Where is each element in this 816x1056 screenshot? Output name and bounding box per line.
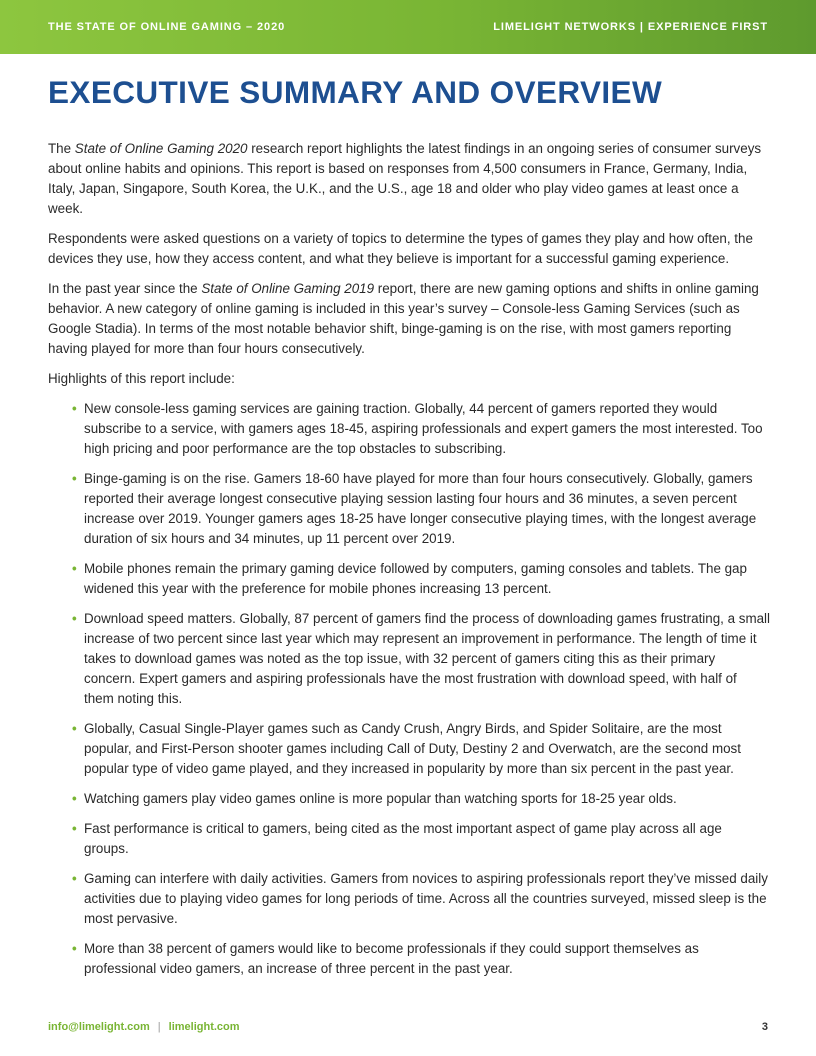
report-name-2019: State of Online Gaming 2019: [201, 281, 375, 296]
past-year-paragraph: In the past year since the State of Online Gaming 2019 report, there are new gaming options and shifts in online gaming behavior. A new category of online gaming is included in this year’s survey – Console-less Gaming Services (such as Google Stadia). In terms of the most notable behavior shift, binge-gaming is on the rise, with most gamers reporting having played for more than four hours consecutively.: [48, 281, 759, 356]
list-item: • Binge-gaming is on the rise. Gamers 18-60 have played for more than four hours consecutively. Globally, gamers reported their average longest consecutive playing session lasting four hours and 36 minutes, a seven percent increase over 2019. Younger gamers ages 18-25 have longer consecutive playing times, with the longest average duration of six hours and 34 minutes, up 11 percent over 2019.: [72, 471, 757, 546]
bullet-icon: •: [72, 471, 77, 486]
bullet-icon: •: [72, 561, 77, 576]
footer-separator: |: [157, 1021, 161, 1033]
respondents-paragraph: Respondents were asked questions on a variety of topics to determine the types of games they play and how often, the devices they use, how they access content, and what they believe is important for a successful gaming experience.: [48, 231, 753, 266]
bullet-icon: •: [72, 611, 77, 626]
page-title: EXECUTIVE SUMMARY AND OVERVIEW: [48, 74, 663, 110]
highlights-intro: Highlights of this report include:: [48, 371, 235, 386]
report-name-2020: State of Online Gaming 2020: [74, 141, 248, 156]
list-item: • Globally, Casual Single-Player games such as Candy Crush, Angry Birds, and Spider Solitaire, are the most popular, and First-Person shooter games including Call of Duty, Destiny 2 and Overwatch, are the second most popular type of video game played, and they increased in popularity by more than six percent in the past year.: [72, 721, 741, 776]
list-item: • Gaming can interfere with daily activities. Gamers from novices to aspiring professionals report they’ve missed daily activities due to playing video games for long periods of time. Across all the countries surveyed, missed sleep is the most pervasive.: [72, 871, 768, 926]
email-link[interactable]: info@limelight.com: [48, 1021, 150, 1033]
intro-paragraph: The State of Online Gaming 2020 research report highlights the latest findings in an ongoing series of consumer surveys about online habits and opinions. This report is based on responses from 4,500 consumers in France, Germany, India, Italy, Japan, Singapore, South Korea, the U.K., and the U.S., age 18 and older who play video games at least once a week.: [48, 141, 762, 216]
website-link[interactable]: limelight.com: [168, 1021, 240, 1033]
bullet-icon: •: [72, 821, 77, 836]
list-item: • Mobile phones remain the primary gaming device followed by computers, gaming consoles and tablets. The gap widened this year with the preference for mobile phones increasing 13 percent.: [72, 561, 747, 596]
company-tagline: LIMELIGHT NETWORKS | EXPERIENCE FIRST: [493, 21, 768, 33]
bullet-icon: •: [72, 721, 77, 736]
report-title-label: THE STATE OF ONLINE GAMING – 2020: [48, 21, 286, 33]
list-item: • New console-less gaming services are gaining traction. Globally, 44 percent of gamers reported they would subscribe to a service, with gamers ages 18-45, aspiring professionals and expert gamers the most interested. Too high pricing and poor performance are the top obstacles to subscribing.: [72, 401, 763, 456]
page-number: 3: [761, 1021, 768, 1033]
bullet-icon: •: [72, 791, 77, 806]
list-item: • Watching gamers play video games online is more popular than watching sports for 18-25 year olds.: [48, 789, 770, 809]
bullet-icon: •: [72, 871, 77, 886]
footer-contact: [48, 1021, 240, 1033]
bullet-icon: •: [72, 941, 77, 956]
header-bar: [0, 0, 816, 54]
list-item: • Download speed matters. Globally, 87 percent of gamers find the process of downloading games frustrating, a small increase of two percent since last year which may represent an improvement in performance. The length of time it takes to download games was noted as the top issue, with 32 percent of gamers citing this as their primary concern. Expert gamers and aspiring professionals have the most frustration with download speed, with half of them noting this.: [72, 611, 771, 706]
highlights-list: [48, 399, 770, 979]
list-item: • More than 38 percent of gamers would like to become professionals if they could support themselves as professional video gamers, an increase of three percent in the past year.: [72, 941, 699, 976]
bullet-icon: •: [72, 401, 77, 416]
body-content: [48, 139, 770, 989]
list-item: • Fast performance is critical to gamers, being cited as the most important aspect of game play across all age groups.: [72, 821, 722, 856]
